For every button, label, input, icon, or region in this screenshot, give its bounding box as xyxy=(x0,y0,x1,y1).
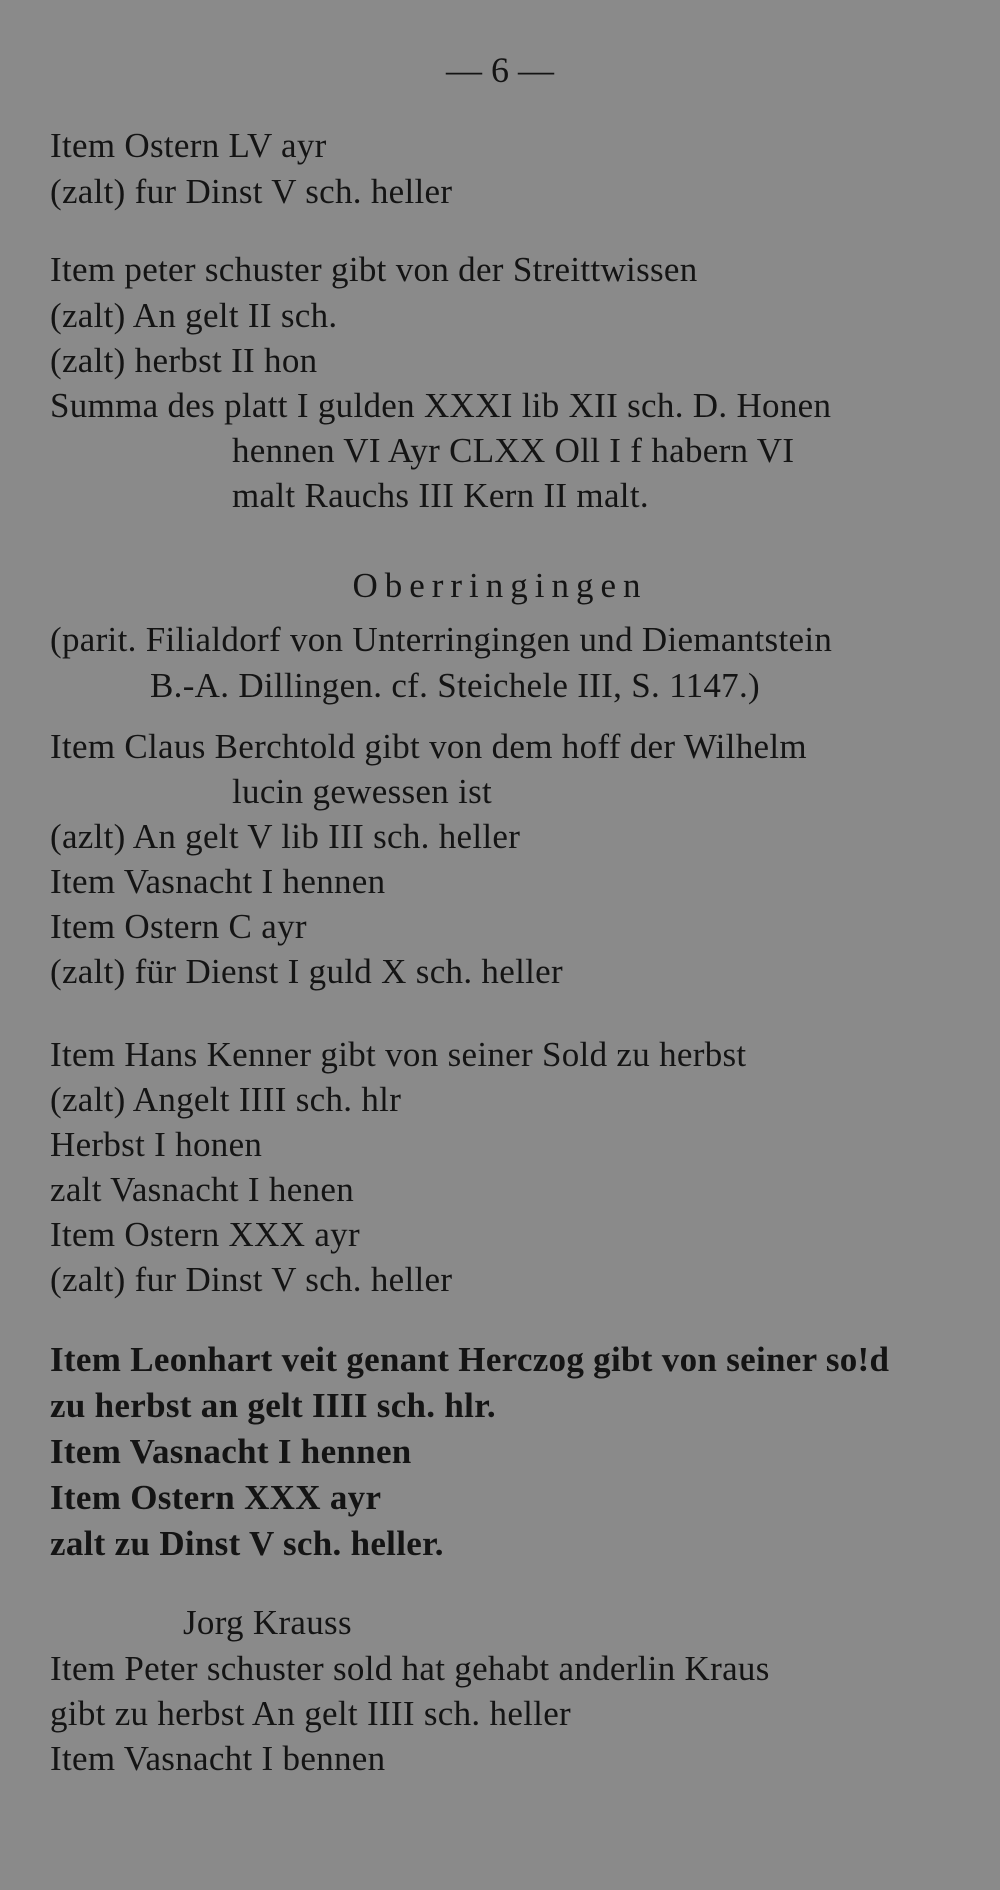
text-line: Item Hans Kenner gibt von seiner Sold zu herbst xyxy=(50,1035,747,1074)
summa-continuation: malt Rauchs III Kern II malt. xyxy=(232,476,649,515)
summa-line: Summa des platt I gulden XXXI lib XII sch. D. Honen xyxy=(50,386,832,425)
text-line: Item peter schuster gibt von der Streittwissen xyxy=(50,250,698,289)
text-line: Item Claus Berchtold gibt von dem hoff der Wilhelm xyxy=(50,727,807,766)
place-note: B.-A. Dillingen. cf. Steichele III, S. 1147.) xyxy=(150,666,760,705)
text-line: Item Ostern XXX ayr xyxy=(50,1478,382,1517)
text-line: (azlt) An gelt V lib III sch. heller xyxy=(50,817,521,856)
text-line: Item Ostern C ayr xyxy=(50,907,307,946)
text-line: (zalt) An gelt II sch. xyxy=(50,296,338,335)
text-line: Herbst I honen xyxy=(50,1125,263,1164)
text-line: (zalt) fur Dinst V sch. heller xyxy=(50,1260,453,1299)
text-line: Item Vasnacht I hennen xyxy=(50,862,386,901)
text-line: (zalt) fur Dinst V sch. heller xyxy=(50,172,453,211)
text-line: Item Ostern XXX ayr xyxy=(50,1215,360,1254)
place-note: (parit. Filialdorf von Unterringingen und Diemantstein xyxy=(50,620,833,659)
text-line: Item Peter schuster sold hat gehabt anderlin Kraus xyxy=(50,1649,770,1688)
text-line: Item Vasnacht I hennen xyxy=(50,1432,412,1471)
text-line: (zalt) herbst II hon xyxy=(50,341,318,380)
page-number: — 6 — xyxy=(446,50,554,90)
summa-continuation: hennen VI Ayr CLXX Oll I f habern VI xyxy=(232,431,795,470)
text-line: zalt Vasnacht I henen xyxy=(50,1170,355,1209)
text-line: Item Ostern LV ayr xyxy=(50,126,327,165)
text-line: Item Leonhart veit genant Herczog gibt von seiner so!d xyxy=(50,1340,890,1379)
text-line: zalt zu Dinst V sch. heller. xyxy=(50,1524,444,1563)
section-heading: Jorg Krauss xyxy=(183,1603,352,1642)
text-line: lucin gewessen ist xyxy=(232,772,493,811)
place-heading: Oberringingen xyxy=(352,566,648,605)
text-line: (zalt) für Dienst I guld X sch. heller xyxy=(50,952,563,991)
text-line: (zalt) Angelt IIII sch. hlr xyxy=(50,1080,402,1119)
text-line: gibt zu herbst An gelt IIII sch. heller xyxy=(50,1694,571,1733)
text-line: Item Vasnacht I bennen xyxy=(50,1739,386,1778)
text-line: zu herbst an gelt IIII sch. hlr. xyxy=(50,1386,496,1425)
